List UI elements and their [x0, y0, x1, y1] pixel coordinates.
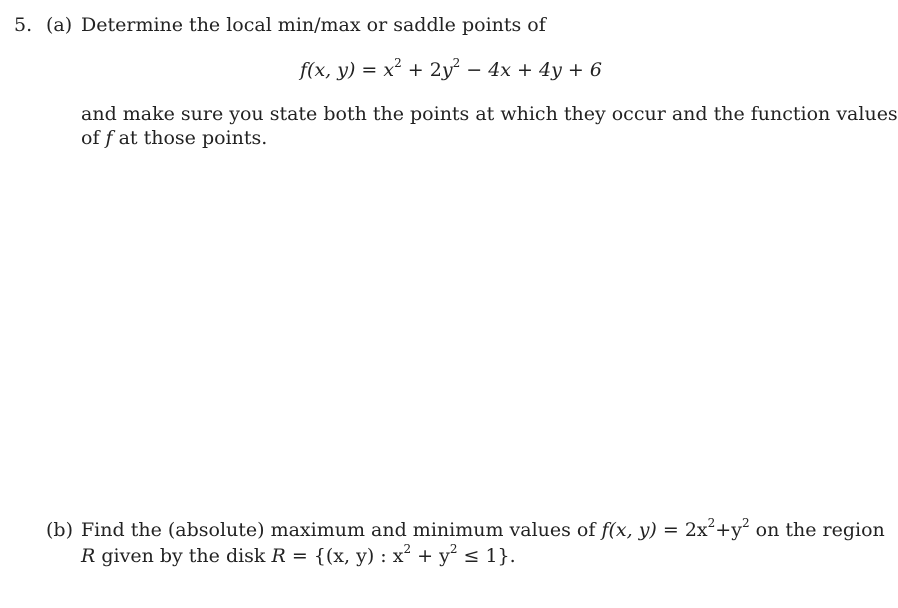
- formula-plus-2: + 2: [401, 59, 442, 81]
- part-b-line1: [81, 515, 885, 542]
- formula-rest: − 4x + 4y + 6: [460, 59, 602, 81]
- para-line2-pre: of: [81, 127, 106, 149]
- part-b-set-exp2: 2: [449, 541, 458, 556]
- part-b-eq: = 2x: [656, 519, 708, 541]
- formula-lhs: f(x, y): [300, 59, 356, 81]
- part-b-plus: +y: [715, 519, 742, 541]
- part-b-set-post: ≤ 1}.: [457, 545, 516, 567]
- part-a-paragraph-line2: [81, 126, 267, 150]
- part-a-paragraph-line1: and make sure you state both the points at which they occur and the function values: [81, 103, 898, 125]
- part-b-set-exp1: 2: [403, 541, 412, 556]
- formula-eq: =: [355, 59, 384, 81]
- part-a-formula: [300, 55, 602, 82]
- para-line2-f: f: [105, 127, 113, 149]
- part-b-exp1: 2: [707, 515, 716, 530]
- para-line2-post: at those points.: [112, 127, 268, 149]
- formula-x: x: [383, 59, 395, 81]
- part-b-line1-pre: Find the (absolute) maximum and minimum values of: [81, 519, 602, 541]
- part-b-R2: R: [271, 545, 286, 567]
- part-a-label: (a): [46, 14, 73, 36]
- part-b-fxy: f(x, y): [601, 519, 657, 541]
- part-b-label: (b): [46, 519, 73, 541]
- formula-x-exp: 2: [394, 55, 402, 70]
- part-b-set-mid: + y: [411, 545, 450, 567]
- part-b-line2: [81, 541, 516, 568]
- question-number: 5.: [14, 14, 33, 36]
- formula-y: y: [441, 59, 453, 81]
- part-b-set-pre: = {(x, y) : x: [285, 545, 404, 567]
- formula-y-exp: 2: [452, 55, 461, 70]
- part-b-post: on the region: [749, 519, 885, 541]
- part-a-prompt: Determine the local min/max or saddle points of: [81, 14, 546, 36]
- part-b-R: R: [81, 545, 96, 567]
- part-b-mid: given by the disk: [95, 545, 272, 567]
- part-b-exp2: 2: [741, 515, 750, 530]
